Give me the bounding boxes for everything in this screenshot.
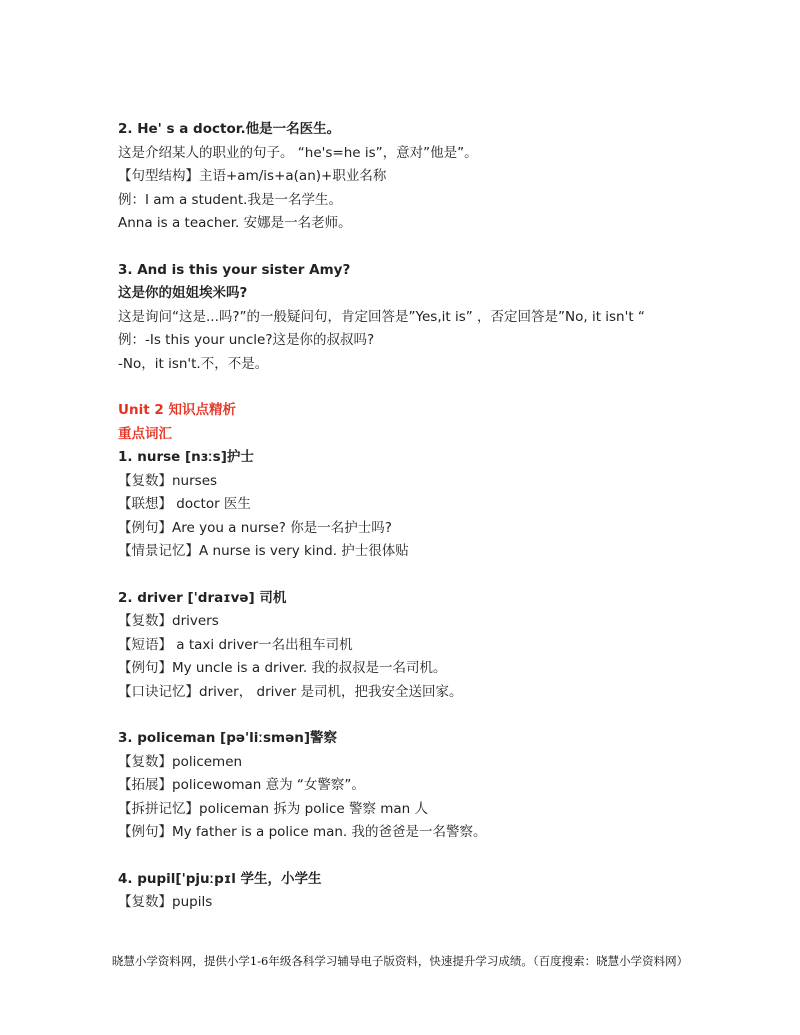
example-line: 例：I am a student.我是一名学生。	[118, 191, 342, 208]
word-detail: 【口诀记忆】driver， driver 是司机，把我安全送回家。	[118, 683, 463, 700]
word-detail: 【例句】My father is a police man. 我的爸爸是一名警察。	[118, 824, 487, 840]
word-entry	[118, 446, 678, 564]
section-title: 3. And is this your sister Amy?	[118, 261, 351, 278]
word-entry	[118, 727, 678, 845]
word-detail: 【复数】nurses	[118, 472, 218, 489]
word-detail: 【复数】drivers	[118, 613, 219, 629]
example-line: -No，it isn't.不，不是。	[118, 355, 269, 372]
word-detail: 【拓展】policewoman 意为 “女警察”。	[118, 777, 365, 793]
word-entry	[118, 868, 678, 915]
paragraph: 这是询问“这是...吗?”的一般疑问句，肯定回答是”Yes,it is” ，否定回答是”No, it isn't “	[118, 308, 645, 325]
word-title: 4. pupil['pjuːpɪl 学生，小学生	[118, 870, 322, 887]
paragraph: 这是介绍某人的职业的句子。 “he's=he is”，意对”他是”。	[118, 144, 478, 161]
example-line: 例：-Is this your uncle?这是你的叔叔吗?	[118, 332, 375, 348]
word-title: 3. policeman [pə'liːsmən]警察	[118, 730, 338, 746]
word-detail: 【短语】 a taxi driver一名出租车司机	[118, 636, 353, 653]
paragraph: 【句型结构】主语+am/is+a(an)+职业名称	[118, 168, 387, 184]
word-detail: 【复数】policemen	[118, 753, 243, 770]
example-line: Anna is a teacher. 安娜是一名老师。	[118, 215, 352, 231]
unit-heading: Unit 2 知识点精析	[118, 402, 236, 418]
word-entry	[118, 587, 678, 705]
word-title: 2. driver ['draɪvə] 司机	[118, 589, 287, 606]
page-footer: 晓慧小学资料网，提供小学1-6年级各科学习辅导电子版资料，快速提升学习成绩。（百度搜索：晓慧小学资料网）	[111, 954, 689, 968]
word-detail: 【复数】pupils	[118, 894, 213, 910]
document-body	[118, 118, 678, 915]
section-subtitle: 这是你的姐姐埃米吗?	[118, 285, 248, 301]
word-detail: 【联想】 doctor 医生	[118, 496, 251, 512]
word-detail: 【拆拼记忆】policeman 拆为 police 警察 man 人	[118, 800, 429, 817]
word-title: 1. nurse [nɜːs]护士	[118, 449, 254, 465]
word-detail: 【例句】My uncle is a driver. 我的叔叔是一名司机。	[118, 660, 447, 676]
word-detail: 【例句】Are you a nurse? 你是一名护士吗?	[118, 519, 392, 536]
word-detail: 【情景记忆】A nurse is very kind. 护士很体贴	[118, 543, 409, 559]
vocab-heading: 重点词汇	[118, 425, 172, 442]
section-title: 2. He' s a doctor.他是一名医生。	[118, 121, 341, 137]
